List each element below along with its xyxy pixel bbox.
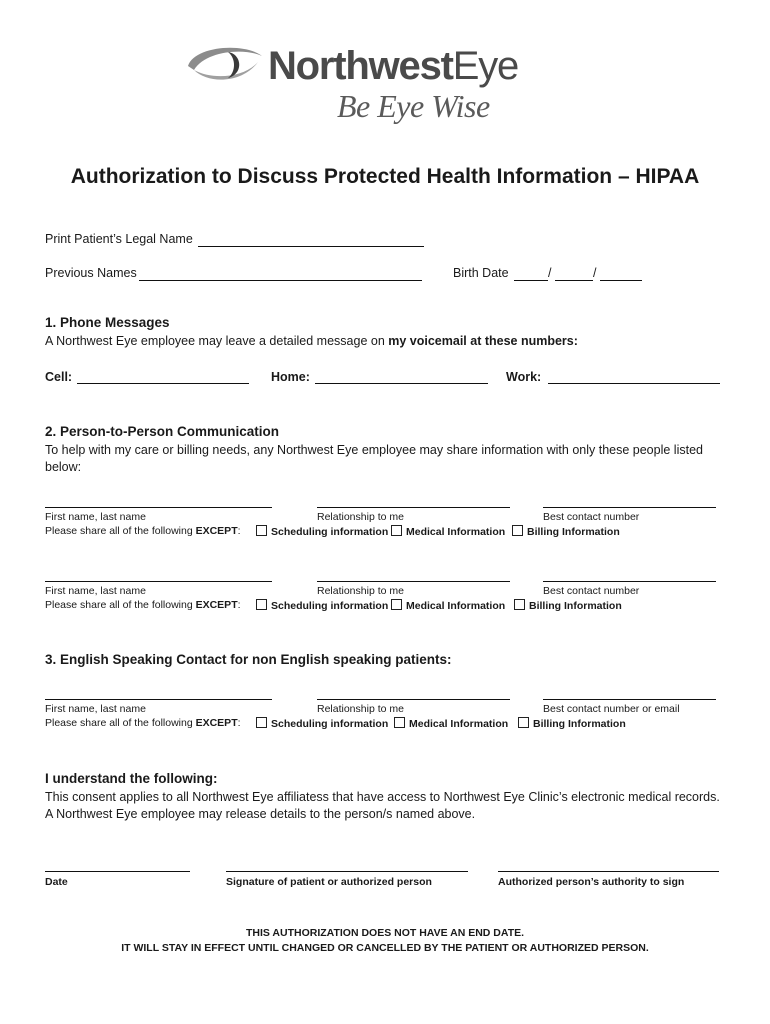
contact2-opt-medical[interactable] (391, 599, 505, 612)
contact3-relationship-field[interactable] (317, 699, 510, 700)
contact1-share-plain: Please share all of the following (45, 525, 196, 537)
contact1-share-except: EXCEPT (195, 525, 238, 537)
section-phone-text-bold: my voicemail at these numbers: (388, 334, 578, 348)
contact2-relationship-label: Relationship to me (317, 585, 404, 597)
contact1-opt-billing-label: Billing Information (527, 526, 620, 538)
checkbox-icon[interactable] (512, 525, 523, 536)
contact2-name-label: First name, last name (45, 585, 146, 597)
contact3-name-label: First name, last name (45, 703, 146, 715)
contact3-share-plain: Please share all of the following (45, 717, 196, 729)
section-person-text-line1: To help with my care or billing needs, any Northwest Eye employee may share information with only these people listed (45, 443, 703, 457)
section-phone-heading: 1. Phone Messages (45, 315, 170, 330)
contact1-relationship-label: Relationship to me (317, 511, 404, 523)
contact3-share-except: EXCEPT (195, 717, 238, 729)
contact3-opt-scheduling[interactable] (256, 717, 388, 730)
contact2-number-field[interactable] (543, 581, 716, 582)
home-phone-field[interactable] (315, 383, 488, 384)
section-phone-text-plain: A Northwest Eye employee may leave a detailed message on (45, 334, 389, 348)
contact2-share-colon: : (237, 599, 241, 611)
contact1-relationship-field[interactable] (317, 507, 510, 508)
checkbox-icon[interactable] (518, 717, 529, 728)
previous-names-field[interactable] (139, 280, 422, 281)
logo-brand-light: Eye (452, 44, 519, 88)
section-phone-text (45, 333, 578, 350)
birth-date-year-field[interactable] (600, 280, 642, 281)
contact3-contact-label: Best contact number or email (543, 703, 680, 715)
birth-date-month-field[interactable] (514, 280, 548, 281)
footer-line1: THIS AUTHORIZATION DOES NOT HAVE AN END DATE. (245, 927, 525, 939)
cell-label: Cell: (45, 370, 73, 384)
contact3-opt-billing-label: Billing Information (533, 718, 626, 730)
checkbox-icon[interactable] (394, 717, 405, 728)
contact3-share-text (45, 717, 241, 729)
date-field[interactable] (45, 871, 190, 872)
authority-field[interactable] (498, 871, 719, 872)
contact1-opt-scheduling-label: Scheduling information (271, 526, 389, 538)
contact3-name-field[interactable] (45, 699, 272, 700)
checkbox-icon[interactable] (514, 599, 525, 610)
contact3-opt-medical-label: Medical Information (409, 718, 509, 730)
contact3-contact-field[interactable] (543, 699, 716, 700)
footer-line2: IT WILL STAY IN EFFECT UNTIL CHANGED OR CANCELLED BY THE PATIENT OR AUTHORIZED PERSON. (121, 942, 649, 954)
contact3-share-colon: : (237, 717, 241, 729)
patient-name-label: Print Patient’s Legal Name (45, 232, 193, 246)
checkbox-icon[interactable] (391, 599, 402, 610)
work-phone-field[interactable] (548, 383, 720, 384)
contact2-opt-medical-label: Medical Information (406, 600, 506, 612)
signature-field[interactable] (226, 871, 468, 872)
logo-swoosh-icon (184, 40, 264, 88)
home-label: Home: (271, 370, 310, 384)
checkbox-icon[interactable] (256, 525, 267, 536)
section-person-text-line2: below: (45, 460, 82, 474)
contact3-opt-scheduling-label: Scheduling information (271, 718, 389, 730)
contact2-opt-scheduling[interactable] (256, 599, 388, 612)
contact2-opt-billing[interactable] (514, 599, 622, 612)
section-english-heading: 3. English Speaking Contact for non English speaking patients: (45, 652, 452, 667)
contact1-name-field[interactable] (45, 507, 272, 508)
understand-line1: This consent applies to all Northwest Eye affiliatess that have access to Northwest Eye Clinic’s electronic medical records. (45, 790, 720, 804)
contact1-number-label: Best contact number (543, 511, 640, 523)
section-person-heading: 2. Person-to-Person Communication (45, 424, 280, 439)
logo-wordmark (268, 46, 518, 86)
contact2-share-plain: Please share all of the following (45, 599, 196, 611)
contact2-name-field[interactable] (45, 581, 272, 582)
birth-date-label: Birth Date (453, 266, 509, 280)
understand-line2: A Northwest Eye employee may release details to the person/s named above. (45, 807, 476, 821)
logo-brand-bold: Northwest (268, 44, 453, 88)
signature-label: Signature of patient or authorized person (226, 876, 432, 888)
contact1-opt-medical-label: Medical Information (406, 526, 506, 538)
contact1-opt-billing[interactable] (512, 525, 620, 538)
birth-date-slash-1: / (548, 266, 552, 280)
understand-heading: I understand the following: (45, 771, 218, 786)
previous-names-label: Previous Names (45, 266, 137, 280)
contact1-share-colon: : (237, 525, 241, 537)
authority-label: Authorized person’s authority to sign (498, 876, 685, 888)
contact3-relationship-label: Relationship to me (317, 703, 404, 715)
contact2-share-except: EXCEPT (195, 599, 238, 611)
patient-name-field[interactable] (198, 246, 424, 247)
checkbox-icon[interactable] (391, 525, 402, 536)
date-label: Date (45, 876, 68, 888)
birth-date-slash-2: / (593, 266, 597, 280)
contact1-number-field[interactable] (543, 507, 716, 508)
contact1-opt-medical[interactable] (391, 525, 505, 538)
work-label: Work: (506, 370, 542, 384)
cell-phone-field[interactable] (77, 383, 249, 384)
contact2-opt-billing-label: Billing Information (529, 600, 622, 612)
contact2-relationship-field[interactable] (317, 581, 510, 582)
contact3-opt-billing[interactable] (518, 717, 626, 730)
contact2-share-text (45, 599, 241, 611)
checkbox-icon[interactable] (256, 599, 267, 610)
contact3-opt-medical[interactable] (394, 717, 508, 730)
contact1-share-text (45, 525, 241, 537)
page-title: Authorization to Discuss Protected Health Information – HIPAA (70, 165, 700, 188)
contact1-opt-scheduling[interactable] (256, 525, 388, 538)
logo-tagline: Be Eye Wise (337, 88, 490, 124)
contact2-number-label: Best contact number (543, 585, 640, 597)
contact1-name-label: First name, last name (45, 511, 146, 523)
contact2-opt-scheduling-label: Scheduling information (271, 600, 389, 612)
checkbox-icon[interactable] (256, 717, 267, 728)
birth-date-day-field[interactable] (555, 280, 593, 281)
